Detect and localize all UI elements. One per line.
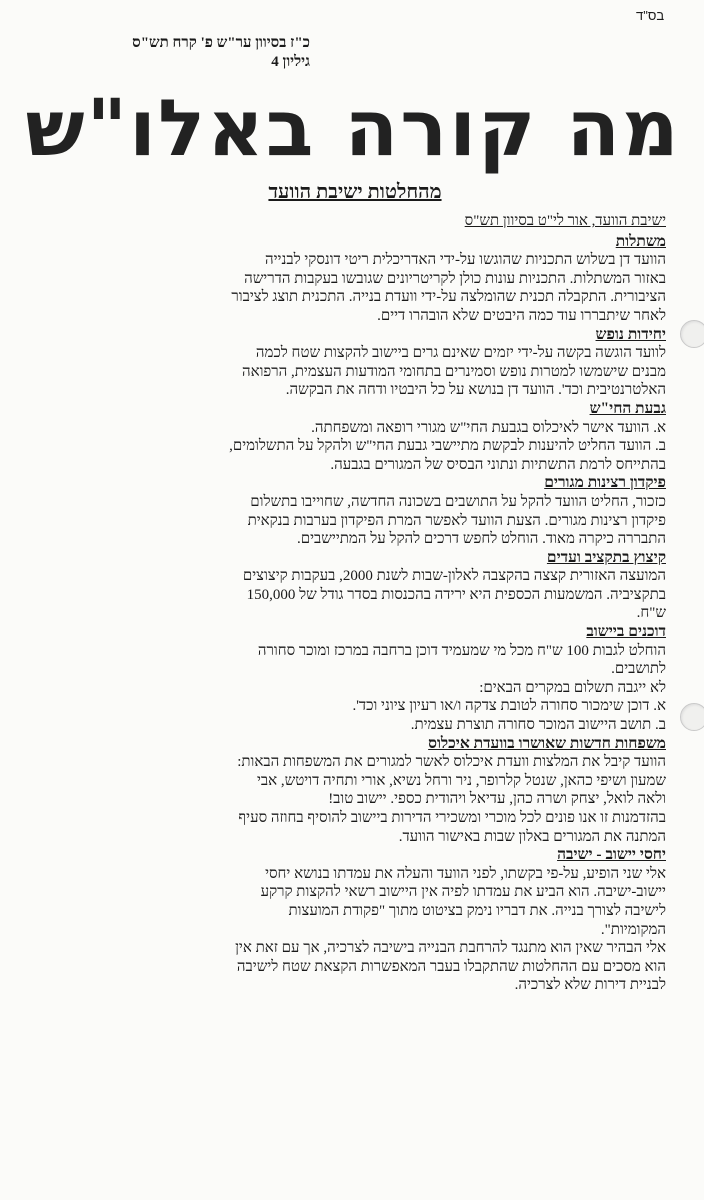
- section-text-line: ב. הוועד החליט להיענות לבקשת מתיישבי גבעת החי"ש ולהקל על התשלומים,: [229, 438, 666, 455]
- section: [36, 233, 666, 326]
- section-text-line: הוועד קיבל את המלצות וועדת איכלוס לאשר למגורים את המשפחות הבאות:: [237, 754, 666, 771]
- section-text-line: לא ייגבה תשלום במקרים הבאים:: [479, 679, 666, 696]
- section-title: קיצוץ בתקציב ועדים: [546, 548, 666, 566]
- section: [36, 846, 666, 995]
- section-text-line: בהתייחס לרמת התשתיות ונתוני הבסיס של המגורים בגבעה.: [330, 456, 666, 473]
- section-text-line: לוועד הוגשה בקשה על-ידי יזמים שאינם גרים ביישוב להקצות שטח לכמה: [255, 345, 666, 362]
- section-text-line: התבררה כיקרה מאוד. הוחלט לחפש דרכים להקל על המתיישבים.: [297, 531, 666, 548]
- issue-date-block: [90, 34, 310, 72]
- section-text-line: לתושבים.: [611, 661, 666, 678]
- punch-hole-bottom: [680, 703, 704, 731]
- section-text-line: האלטרנטיבית וכד'. הוועד דן בנושא על כל היבטיו ודחה את הבקשה.: [285, 382, 666, 399]
- section: [36, 623, 666, 735]
- section-text-line: הוא מסכים עם ההחלטות שהתקבלו בעבר המאפשרות הקצאת שטח לישיבה: [236, 958, 666, 975]
- section: [36, 735, 666, 847]
- section-title: גבעת החי"ש: [589, 399, 666, 417]
- section-text-line: ולאה לואל, יצחק ושרה כהן, עדיאל ויהודית כספי. יישוב טוב!: [328, 791, 666, 808]
- section-text-line: הוחלט לגבות 100 ש"ח מכל מי שמעמיד דוכן ברחבה במרכז ומוכר סחורה: [257, 642, 666, 659]
- section-title: משפחות חדשות שאושרו בוועדת איכלוס: [428, 734, 666, 752]
- section-text-line: המועצה האזורית קצצה בהקצבה לאלון-שבות לשנת 2000, בעקבות קיצוצים: [242, 568, 666, 585]
- section-text-line: יישוב-ישיבה. הוא הביע את עמדתו לפיה אין היישוב רשאי להקצות קרקע: [260, 884, 666, 901]
- issue-number: גיליון 4: [271, 54, 310, 70]
- section: [36, 326, 666, 400]
- masthead-title: מה קורה באלו"ש: [25, 84, 681, 174]
- punch-hole-top: [680, 320, 704, 348]
- page-subtitle: מהחלטות ישיבת הוועד: [268, 181, 442, 203]
- section-title: דוכנים ביישוב: [586, 623, 666, 641]
- section-text-line: המקומיות".: [600, 921, 666, 938]
- article-body: [36, 212, 666, 995]
- section-text-line: אלי שני הופיע, על-פי בקשתו, לפני הוועד והעלה את עמדתו בנושא יחסי: [265, 865, 666, 882]
- bsd-mark: בס"ד: [636, 8, 665, 23]
- meeting-line: ישיבת הוועד, אור לי"ט בסיוון תש"ס: [464, 213, 666, 229]
- section-text-line: בתקציביה. המשמעות הכספית היא ירידה בהכנסות בסדר גודל של 150,000: [246, 586, 666, 603]
- section-title: פיקדון רצינות מגורים: [544, 474, 666, 492]
- section-text-line: א. הוועד אישר לאיכלוס בגבעת החי"ש מגורי רופאה ומשפחתה.: [311, 419, 666, 436]
- section-text-line: פיקדון רצינות מגורים. הצעת הוועד לאפשר המרת הפיקדון בערבות בנקאית: [247, 512, 666, 529]
- section-title: יחסי יישוב - ישיבה: [557, 846, 666, 864]
- section: [36, 549, 666, 623]
- section-text-line: בהזדמנות זו אנו פונים לכל מוכרי ומשכירי הדירות ביישוב להוסיף בחוזה סעיף: [238, 810, 666, 826]
- section-text-line: הוועד דן בשלוש התכניות שהוגשו על-ידי האדריכלית ריטי דונסקי לבנייה: [264, 252, 666, 269]
- section-text-line: ש"ח.: [636, 605, 666, 622]
- section: [36, 400, 666, 474]
- sections-container: [36, 233, 666, 995]
- section-text-line: לבניית דירות שלא לצרכיה.: [514, 977, 666, 994]
- section-text-line: לאחר שיתבררו עוד כמה היבטים שלא הובהרו דיים.: [377, 307, 666, 324]
- section-text-line: שמעון ושיפי כהאן, שנטל קלרופר, ניר ורחל נשיא, אורי ותחיה דויטש, אבי: [256, 772, 666, 789]
- section-text-line: המתנה את המגורים באלון שבות באישור הוועד.: [398, 828, 666, 845]
- section-text-line: א. דוכן שימכור סחורה לטובת צדקה ו/או רעיון ציוני וכד'.: [352, 698, 666, 715]
- section: [36, 474, 666, 548]
- section-text-line: באזור המשתלות. התכניות עונות כולן לקריטריונים שגובשו בעקבות הדרישה: [244, 270, 666, 287]
- section-text-line: מבנים שישמשו למטרות נופש וסמינרים בתחומי המודעות העצמית, הרפואה: [241, 363, 666, 380]
- section-text-line: אלי הבהיר שאין הוא מתנגד להרחבת הבנייה בישיבה לצרכיה, אך עם זאת אין: [235, 940, 666, 957]
- section-text-line: לישיבה לצורך בנייה. את דבריו נימק בציטוט מתוך "פקודת המועצות: [288, 902, 666, 919]
- section-text-line: הציבורית. התקבלה תכנית שהומלצה על-ידי וועדת בנייה. התכנית תוצג לציבור: [231, 289, 666, 306]
- issue-date: כ"ז בסיוון ער"ש פ' קרח תש"ס: [132, 35, 310, 51]
- section-title: משתלות: [615, 232, 666, 250]
- section-title: יחידות נופש: [595, 325, 666, 343]
- section-text-line: כזכור, החליט הוועד להקל על התושבים בשכונה החדשה, שחוייבו בתשלום: [250, 493, 666, 510]
- section-text-line: ב. תושב היישוב המוכר סחורה תוצרת עצמית.: [410, 717, 666, 734]
